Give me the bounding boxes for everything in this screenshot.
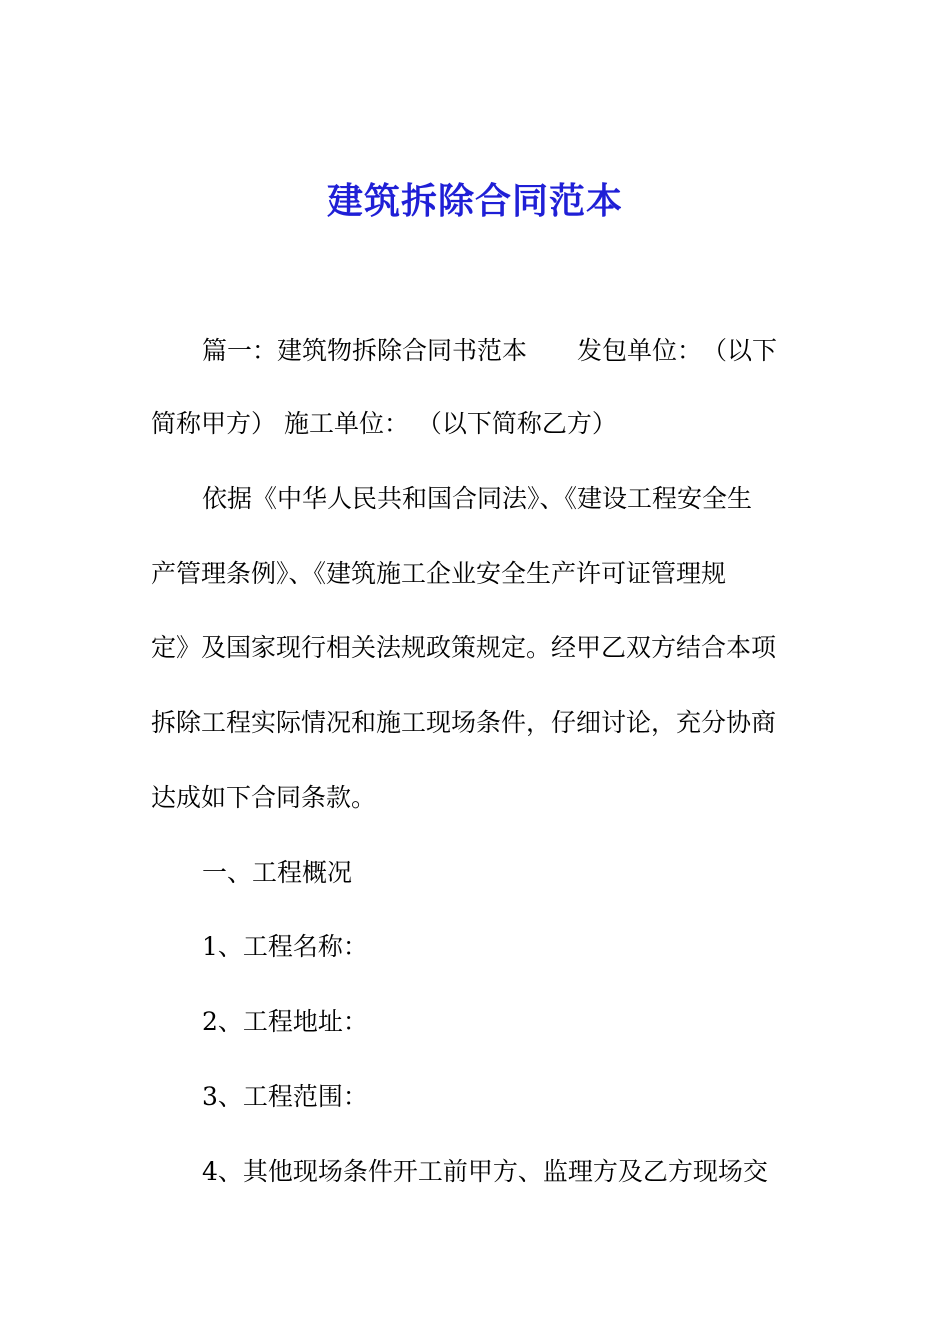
paragraph-line: 依据《中华人民共和国合同法》、《建设工程安全生 — [202, 484, 753, 513]
paragraph-line: 定》及国家现行相关法规政策规定。经甲乙双方结合本项 — [151, 633, 777, 662]
paragraph-line: 达成如下合同条款。 — [151, 783, 377, 812]
list-item: 3、工程范围： — [202, 1082, 368, 1111]
paragraph-line: 篇一：建筑物拆除合同书范本 发包单位： （以下 — [202, 336, 778, 365]
section-heading: 一、工程概况 — [202, 858, 353, 887]
paragraph-line: 拆除工程实际情况和施工现场条件，仔细讨论，充分协商 — [151, 708, 777, 737]
paragraph-line: 产管理条例》、《建筑施工企业安全生产许可证管理规 — [151, 559, 727, 588]
list-item: 4、其他现场条件开工前甲方、监理方及乙方现场交 — [202, 1157, 768, 1186]
document-title: 建筑拆除合同范本 — [326, 181, 623, 222]
list-item: 2、工程地址： — [202, 1007, 368, 1036]
list-item: 1、工程名称： — [202, 932, 368, 961]
paragraph-line: 简称甲方） 施工单位： （以下简称乙方） — [151, 409, 617, 438]
